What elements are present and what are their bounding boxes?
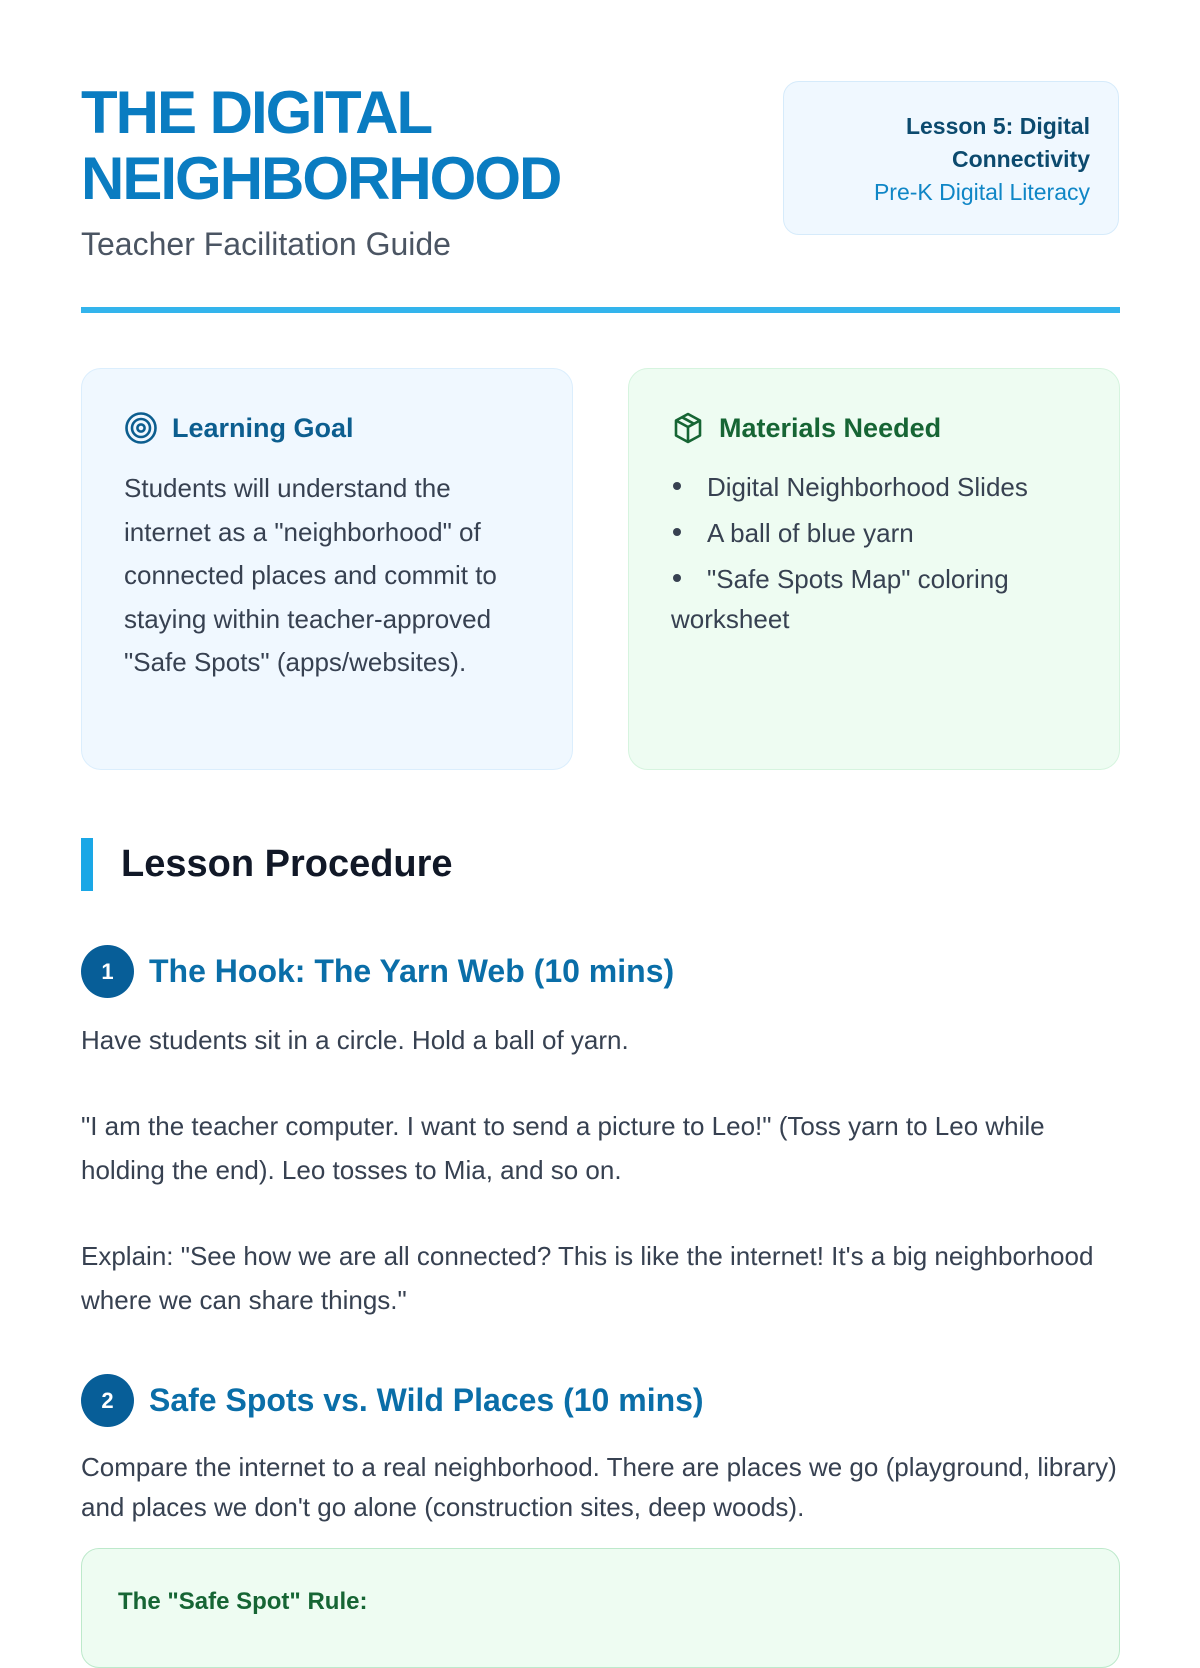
step-title: Safe Spots vs. Wild Places (10 mins) — [149, 1382, 704, 1418]
materials-card — [628, 368, 1120, 770]
lesson-info-box — [783, 81, 1119, 235]
step-1-paragraph-2: "I am the teacher computer. I want to send a picture to Leo!" (Toss yarn to Leo while holding the end). Leo tosses to Mia, and so on. — [81, 1111, 1045, 1185]
learning-goal-card — [81, 368, 573, 770]
learning-goal-heading: Learning Goal — [172, 412, 354, 443]
page-subtitle: Teacher Facilitation Guide — [81, 226, 451, 262]
step-1-paragraph-3: Explain: "See how we are all connected? This is like the internet! It's a big neighborhood where we can share things." — [81, 1241, 1094, 1315]
lesson-title: Lesson 5: Digital Connectivity — [905, 113, 1090, 172]
step-number-badge: 2 — [81, 1374, 134, 1427]
lesson-subtitle: Pre-K Digital Literacy — [873, 179, 1090, 205]
target-icon — [124, 411, 158, 445]
procedure-heading: Lesson Procedure — [121, 843, 453, 885]
header-divider — [81, 307, 1120, 313]
step-number-badge: 1 — [81, 945, 134, 998]
box-icon — [671, 411, 705, 445]
step-2-header — [81, 1374, 704, 1427]
step-title: The Hook: The Yarn Web (10 mins) — [149, 953, 675, 989]
step-1-header — [81, 945, 674, 998]
step-2-paragraph-1: Compare the internet to a real neighborhood. There are places we go (playground, library) and places we don't go alone (construction sites, deep woods). — [81, 1452, 1117, 1522]
list-item: A ball of blue yarn — [671, 513, 1079, 553]
page-title: THE DIGITAL NEIGHBORHOOD — [81, 79, 561, 212]
list-item: Digital Neighborhood Slides — [671, 467, 1079, 507]
step-1-paragraph-1: Have students sit in a circle. Hold a ball of yarn. — [81, 1025, 629, 1055]
materials-heading: Materials Needed — [719, 412, 942, 443]
section-accent-bar — [81, 838, 93, 891]
list-item: "Safe Spots Map" coloring worksheet — [671, 564, 1009, 634]
safe-spot-rule-box — [81, 1548, 1120, 1668]
materials-list — [671, 467, 1079, 639]
rule-box-title: The "Safe Spot" Rule: — [118, 1588, 368, 1615]
learning-goal-text: Students will understand the internet as a "neighborhood" of connected places and commit to staying within teacher-approved "Safe Spots" (apps/websites). — [124, 473, 497, 677]
